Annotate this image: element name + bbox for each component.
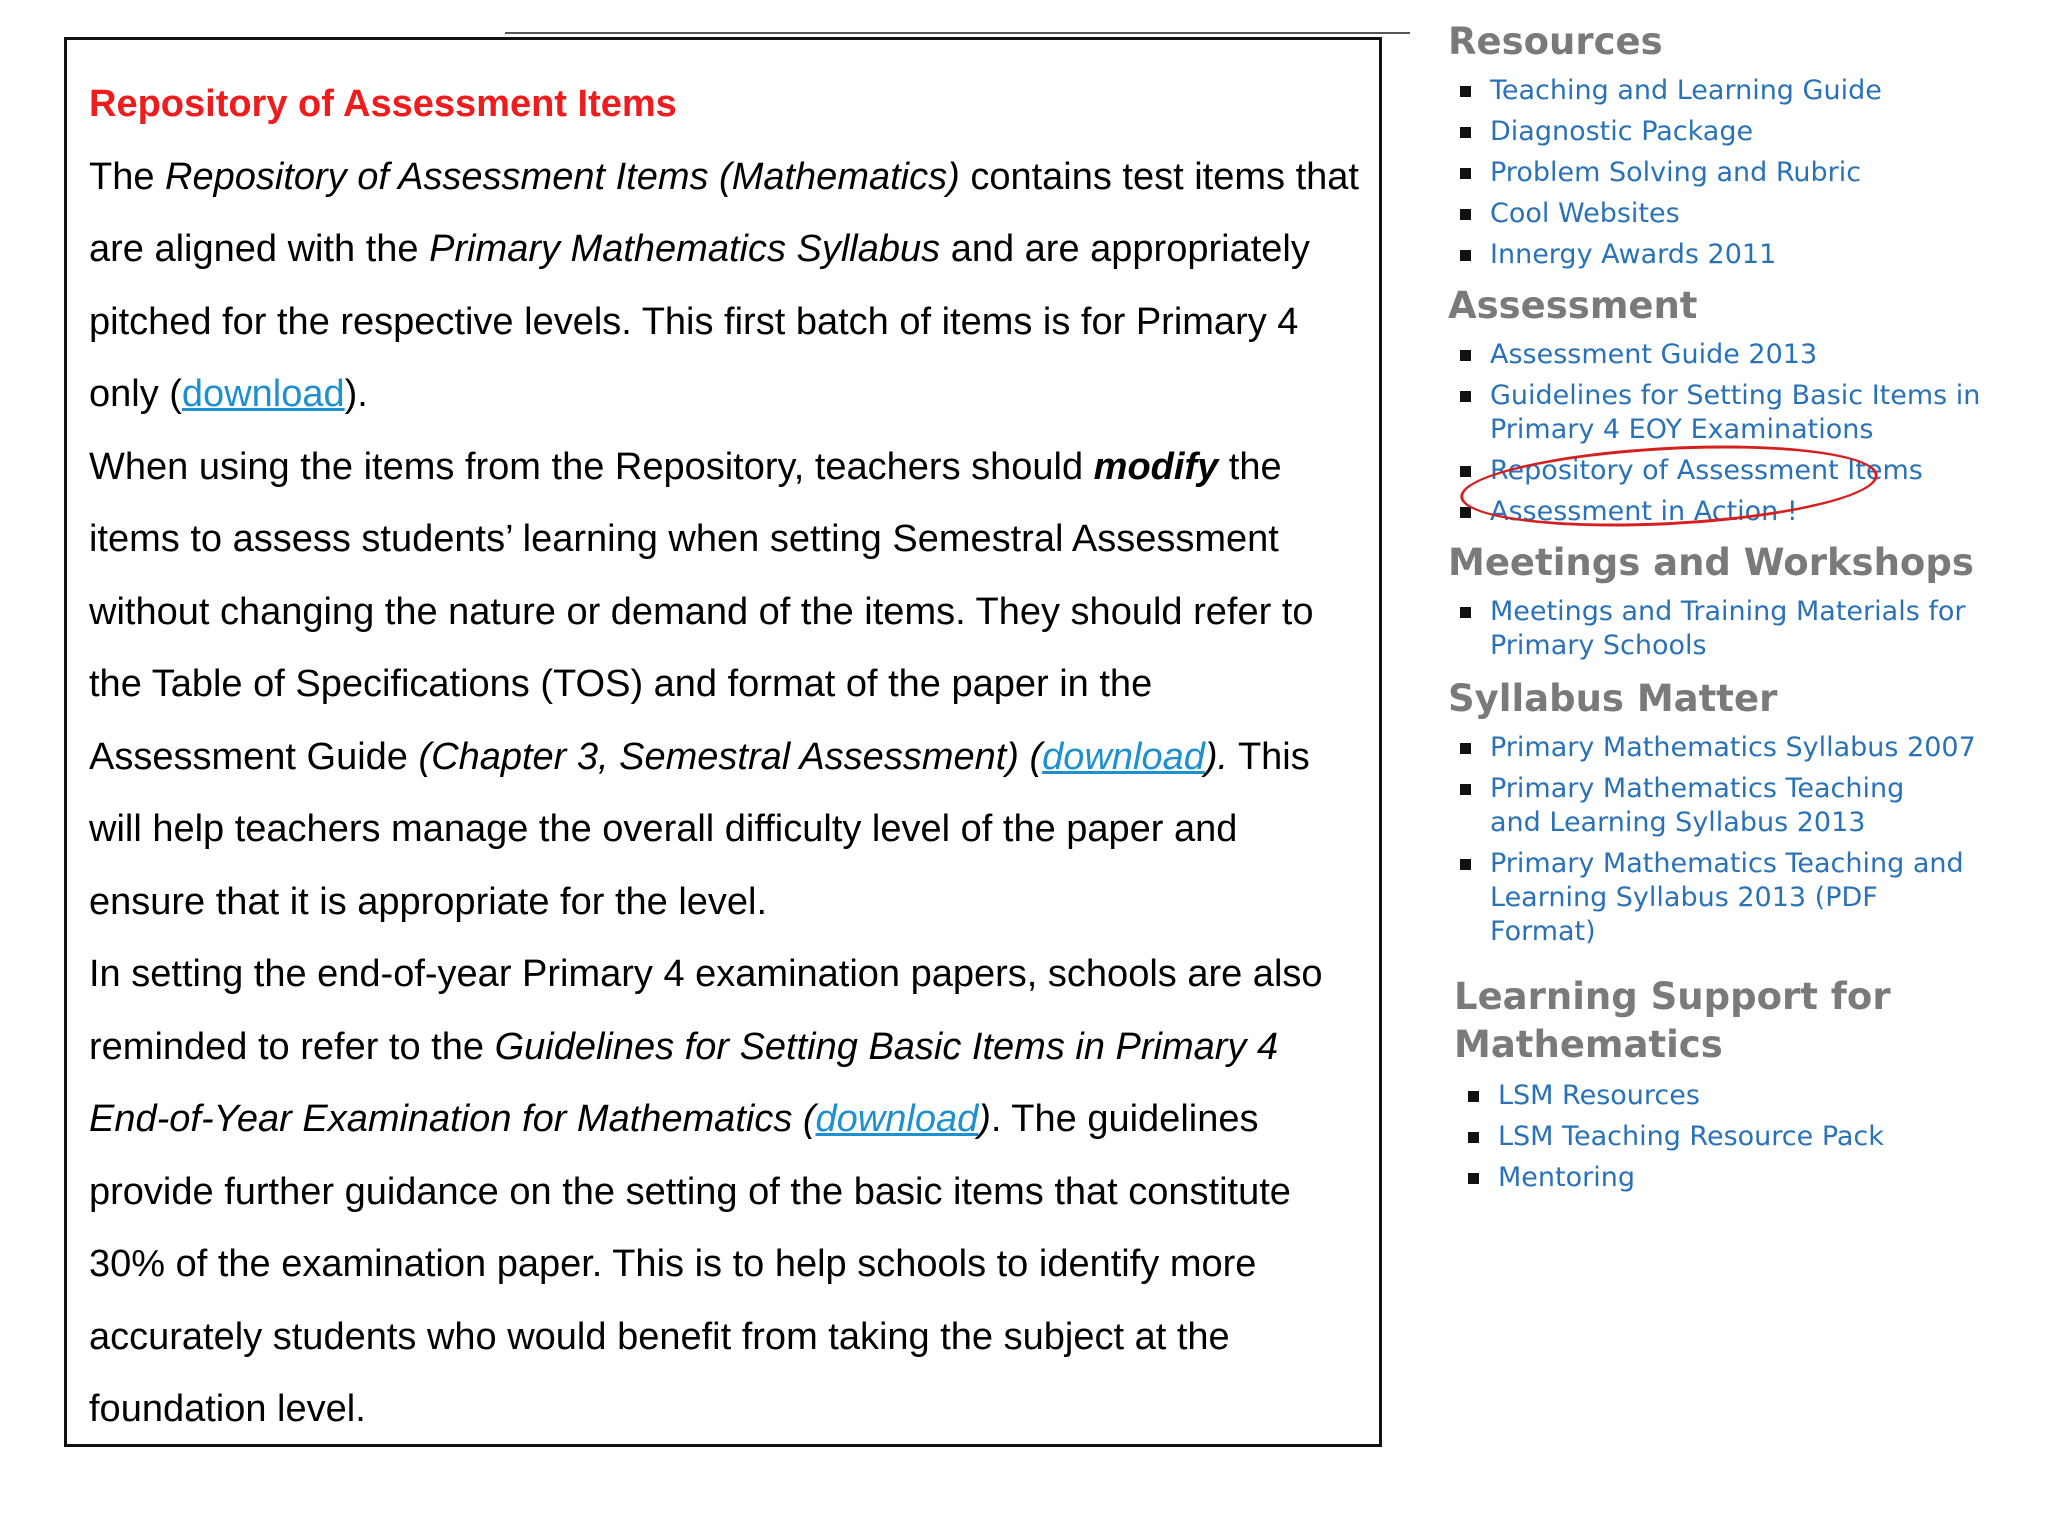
- sidebar-item: [1456, 1161, 2038, 1195]
- guidelines-paragraph: In setting the end-of-year Primary 4 examination papers, schools are also reminded to refer to the Guidelines for Setting Basic Items in Primary 4 End-of-Year Examination for Mathematics (download). The guidelines provide further guidance on the setting of the basic items that constitute 30% of the examination paper. This is to help schools to identify more accurately students who would benefit from taking the subject at the foundation level.: [89, 953, 1323, 1430]
- sidebar-heading-lsm: Learning Support for Mathematics: [1454, 975, 1891, 1066]
- sidebar-item: [1448, 74, 2038, 108]
- sidebar-heading-assessment: Assessment: [1448, 284, 1698, 327]
- bullet-icon: [1460, 743, 1471, 754]
- sidebar-item: [1448, 379, 2010, 447]
- sidebar-link-mentoring[interactable]: Mentoring: [1498, 1162, 1635, 1193]
- top-divider-line: [505, 32, 1410, 34]
- bullet-icon: [1460, 391, 1471, 402]
- download-link-assessment-guide[interactable]: download: [1042, 735, 1205, 778]
- usage-paragraph: When using the items from the Repository, teachers should modify the items to assess students’ learning when setting Semestral Assessment without changing the nature or demand of the items. They should refer to the Table of Specifications (TOS) and format of the paper in the Assessment Guide (Chapter 3, Semestral Assessment) (download). This will help teachers manage the overall difficulty level of the paper and ensure that it is appropriate for the level.: [89, 445, 1314, 923]
- bullet-icon: [1460, 86, 1471, 97]
- sidebar-heading-syllabus: Syllabus Matter: [1448, 677, 1778, 720]
- sidebar-item: [1456, 1079, 2038, 1113]
- sidebar-link-guidelines-basic-items[interactable]: Guidelines for Setting Basic Items in Primary 4 EOY Examinations: [1490, 380, 1981, 445]
- sidebar-link-innergy-awards[interactable]: Innergy Awards 2011: [1490, 239, 1777, 270]
- sidebar-link-syllabus-2013[interactable]: Primary Mathematics Teaching and Learning Syllabus 2013: [1490, 773, 1905, 838]
- bullet-icon: [1460, 466, 1471, 477]
- sidebar-item: [1448, 115, 2038, 149]
- sidebar-item: [1448, 338, 2038, 372]
- sidebar-item: [1448, 495, 2038, 529]
- sidebar-list-syllabus: [1448, 731, 2038, 949]
- sidebar-link-problem-solving[interactable]: Problem Solving and Rubric: [1490, 157, 1862, 188]
- sidebar-item: [1448, 772, 1930, 840]
- page-title: Repository of Assessment Items: [89, 83, 677, 125]
- sidebar-heading-resources: Resources: [1448, 20, 1663, 63]
- sidebar-list-meetings: [1448, 595, 2038, 663]
- bullet-icon: [1468, 1091, 1479, 1102]
- bullet-icon: [1460, 507, 1471, 518]
- sidebar-link-assessment-in-action[interactable]: Assessment in Action !: [1490, 496, 1798, 527]
- bullet-icon: [1460, 784, 1471, 795]
- sidebar-link-lsm-resources[interactable]: LSM Resources: [1498, 1080, 1700, 1111]
- download-link-repository[interactable]: download: [181, 373, 345, 415]
- sidebar-item: [1448, 847, 1970, 949]
- main-content-box: [64, 37, 1382, 1447]
- sidebar-item: [1448, 595, 2030, 663]
- sidebar-item: [1448, 454, 2038, 488]
- bullet-icon: [1460, 209, 1471, 220]
- sidebar-item: [1456, 1120, 2038, 1154]
- sidebar-link-syllabus-2007[interactable]: Primary Mathematics Syllabus 2007: [1490, 732, 1976, 763]
- bullet-icon: [1460, 127, 1471, 138]
- sidebar-link-diagnostic-package[interactable]: Diagnostic Package: [1490, 116, 1754, 147]
- sidebar-item: [1448, 197, 2038, 231]
- bullet-icon: [1460, 859, 1471, 870]
- sidebar-item: [1448, 731, 2038, 765]
- sidebar-link-cool-websites[interactable]: Cool Websites: [1490, 198, 1680, 229]
- bullet-icon: [1460, 250, 1471, 261]
- bullet-icon: [1460, 168, 1471, 179]
- sidebar-link-lsm-teaching-pack[interactable]: LSM Teaching Resource Pack: [1498, 1121, 1884, 1152]
- sidebar-link-teaching-learning-guide[interactable]: Teaching and Learning Guide: [1490, 75, 1882, 106]
- bullet-icon: [1460, 350, 1471, 361]
- download-link-guidelines[interactable]: download: [815, 1098, 979, 1140]
- sidebar-link-assessment-guide[interactable]: Assessment Guide 2013: [1490, 339, 1818, 370]
- sidebar-list-assessment: [1448, 338, 2038, 529]
- sidebar-heading-meetings: Meetings and Workshops: [1448, 541, 1974, 584]
- bullet-icon: [1468, 1132, 1479, 1143]
- sidebar-item: [1448, 238, 2038, 272]
- sidebar-link-syllabus-2013-pdf[interactable]: Primary Mathematics Teaching and Learning Syllabus 2013 (PDF Format): [1490, 848, 1964, 947]
- intro-paragraph: The Repository of Assessment Items (Mathematics) contains test items that are aligned with the Primary Mathematics Syllabus and are appropriately pitched for the respective levels. This first batch of items is for Primary 4 only (download).: [89, 155, 1359, 415]
- bullet-icon: [1460, 607, 1471, 618]
- sidebar: [1448, 18, 2038, 1195]
- sidebar-item: [1448, 156, 2038, 190]
- sidebar-list-resources: [1448, 74, 2038, 272]
- bullet-icon: [1468, 1173, 1479, 1184]
- sidebar-list-lsm: [1456, 1079, 2038, 1195]
- sidebar-link-meetings-training[interactable]: Meetings and Training Materials for Primary Schools: [1490, 596, 1966, 661]
- sidebar-link-repository[interactable]: Repository of Assessment Items: [1490, 455, 1923, 486]
